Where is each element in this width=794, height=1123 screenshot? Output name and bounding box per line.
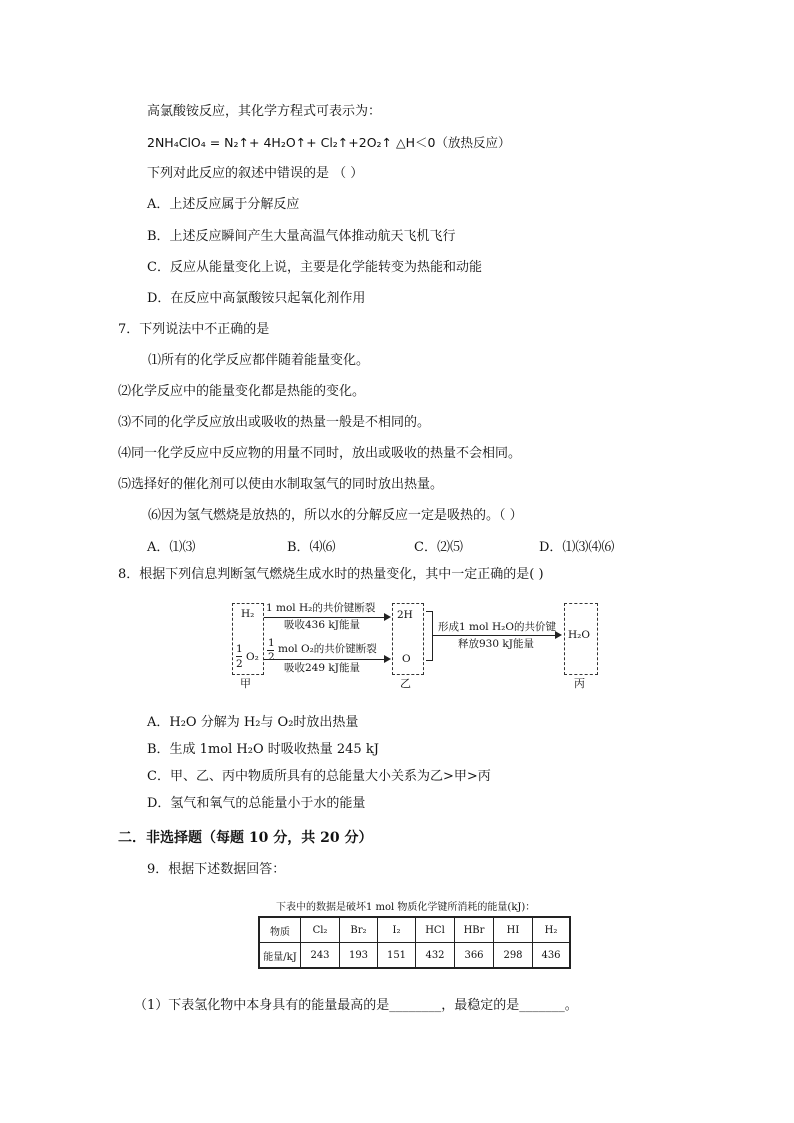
arrow1-top-text: 1 mol H₂的共价键断裂 — [266, 602, 376, 614]
arrow1-line — [264, 617, 384, 618]
value-cell: 243 — [301, 943, 340, 969]
table-header-row — [259, 917, 570, 943]
arrow3-head — [555, 631, 562, 639]
value-cell: 436 — [533, 943, 571, 969]
header-cell: HBr — [455, 917, 494, 943]
q7-options — [147, 539, 647, 557]
q8-option-b: B．生成 1mol H₂O 时吸收热量 245 kJ — [147, 742, 379, 757]
fraction-bar — [236, 656, 242, 657]
value-cell: 432 — [416, 943, 455, 969]
table-caption: 下表中的数据是破坏1 mol 物质化学键所消耗的能量(kJ)： — [276, 902, 536, 913]
header-cell: Cl₂ — [301, 917, 340, 943]
bracket — [426, 611, 433, 661]
h2-label: H₂ — [241, 608, 255, 620]
label-bing: 丙 — [574, 677, 585, 690]
q7-item-6: ⑹因为氢气燃烧是放热的，所以水的分解反应一定是吸热的。（ ） — [148, 508, 523, 523]
header-cell: H₂ — [533, 917, 571, 943]
arrow2-top-text: mol O₂的共价键断裂 — [278, 643, 377, 655]
intro-question: 下列对此反应的叙述中错误的是 （ ） — [147, 166, 364, 181]
o2-label: O₂ — [246, 651, 259, 663]
value-cell: 193 — [340, 943, 378, 969]
energy-diagram — [232, 603, 602, 693]
arrow2-frac-den: 2 — [268, 651, 275, 663]
q7-item-1: ⑴所有的化学反应都伴随着能量变化。 — [148, 353, 370, 368]
q7-option-d: D．⑴⑶⑷⑹ — [539, 540, 615, 555]
half-numerator: 1 — [236, 643, 243, 655]
q8-option-d: D．氢气和氧气的总能量小于水的能量 — [147, 796, 366, 811]
intro-line: 高氯酸铵反应，其化学方程式可表示为： — [147, 104, 382, 119]
q7-option-b: B．⑷⑹ — [287, 540, 336, 555]
arrow2-bottom-text: 吸收249 kJ能量 — [284, 662, 360, 674]
arrow3-top-text: 形成1 mol H₂O的共价键 — [438, 621, 556, 633]
arrow3-bottom-text: 释放930 kJ能量 — [458, 638, 534, 650]
intro-option-d: D．在反应中高氯酸铵只起氧化剂作用 — [147, 291, 366, 306]
arrow2-frac-num: 1 — [268, 637, 275, 649]
label-jia: 甲 — [240, 677, 251, 690]
q8-title: 8．根据下列信息判断氢气燃烧生成水时的热量变化，其中一定正确的是( ) — [118, 567, 544, 582]
q8-option-a: A．H₂O 分解为 H₂与 O₂时放出热量 — [147, 715, 359, 730]
table-row — [259, 943, 570, 969]
arrow2-head — [384, 655, 391, 663]
header-cell: I₂ — [378, 917, 416, 943]
2h-label: 2H — [397, 609, 413, 621]
q7-option-c: C．⑵⑸ — [414, 540, 463, 555]
o-label: O — [402, 653, 411, 665]
header-cell: HCl — [416, 917, 455, 943]
q7-item-2: ⑵化学反应中的能量变化都是热能的变化。 — [118, 384, 366, 399]
h2o-label: H₂O — [568, 629, 590, 641]
value-cell: 能量/kJ — [259, 943, 301, 969]
arrow1-head — [384, 613, 391, 621]
header-cell: Br₂ — [340, 917, 378, 943]
chemical-equation: 2NH₄ClO₄ = N₂↑+ 4H₂O↑+ Cl₂↑+2O₂↑ △H＜0（放热反应） — [147, 135, 511, 150]
q9-title: 9．根据下述数据回答： — [147, 862, 286, 877]
intro-option-c: C．反应从能量变化上说，主要是化学能转变为热能和动能 — [147, 260, 482, 275]
arrow2-line — [264, 659, 384, 660]
q7-item-4: ⑷同一化学反应中反应物的用量不同时，放出或吸收的热量不会相同。 — [118, 446, 522, 461]
header-cell: 物质 — [259, 917, 301, 943]
q7-option-a: A．⑴⑶ — [147, 540, 196, 555]
intro-option-b: B．上述反应瞬间产生大量高温气体推动航天飞机飞行 — [147, 229, 456, 244]
section2-title: 二．非选择题（每题 10 分，共 20 分） — [118, 830, 373, 846]
value-cell: 298 — [494, 943, 533, 969]
label-yi: 乙 — [400, 677, 411, 690]
value-cell: 151 — [378, 943, 416, 969]
arrow3-line — [432, 635, 555, 636]
bond-energy-table — [258, 916, 571, 969]
intro-option-a: A．上述反应属于分解反应 — [147, 197, 300, 212]
q7-item-5: ⑸选择好的催化剂可以使由水制取氢气的同时放出热量。 — [118, 477, 444, 492]
value-cell: 366 — [455, 943, 494, 969]
header-cell: HI — [494, 917, 533, 943]
arrow1-bottom-text: 吸收436 kJ能量 — [284, 619, 360, 631]
half-denominator: 2 — [236, 658, 243, 670]
q9-sub1: （1）下表氢化物中本身具有的能量最高的是________，最稳定的是_______。 — [134, 998, 578, 1013]
q7-title: 7．下列说法中不正确的是 — [118, 322, 270, 337]
q8-option-c: C．甲、乙、丙中物质所具有的总能量大小关系为乙>甲>丙 — [147, 769, 491, 784]
q7-item-3: ⑶不同的化学反应放出或吸收的热量一般是不相同的。 — [118, 415, 431, 430]
